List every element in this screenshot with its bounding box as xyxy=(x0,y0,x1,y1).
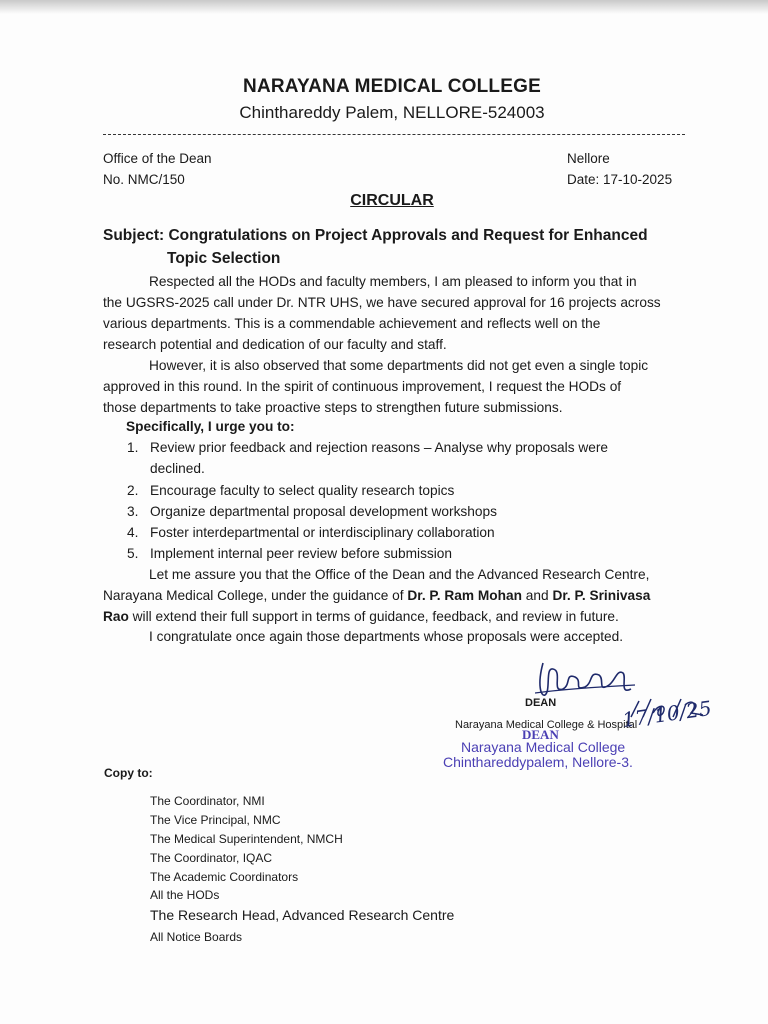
list-item: Organize departmental proposal development workshops xyxy=(150,504,497,519)
list-number: 4. xyxy=(127,525,139,540)
header-divider xyxy=(103,134,685,135)
copy-recipient: The Coordinator, NMI xyxy=(150,794,265,808)
scan-edge-shadow xyxy=(0,0,768,14)
list-item: Encourage faculty to select quality research topics xyxy=(150,483,455,498)
para3-line: Let me assure you that the Office of the Dean and the Advanced Research Centre, xyxy=(149,567,650,582)
list-number: 2. xyxy=(127,483,139,498)
subject-line-1: Subject: Congratulations on Project Approvals and Request for Enhanced xyxy=(103,227,648,244)
list-item: Foster interdepartmental or interdisciplinary collaboration xyxy=(150,525,495,540)
stamp-title: DEAN xyxy=(522,727,559,742)
handwritten-date: 17/10/25 xyxy=(620,695,714,733)
para4: I congratulate once again those departments whose proposals were accepted. xyxy=(149,629,624,644)
stamp-line-1: Narayana Medical College xyxy=(461,739,626,755)
college-address: Chinthareddy Palem, NELLORE-524003 xyxy=(239,103,545,122)
copy-recipient: The Vice Principal, NMC xyxy=(150,813,281,827)
signatory-institution: Narayana Medical College & Hospital xyxy=(455,719,638,731)
signatory-role: DEAN xyxy=(525,697,557,709)
copy-recipient: The Coordinator, IQAC xyxy=(150,851,273,865)
list-number: 1. xyxy=(127,440,139,455)
para1-line: the UGSRS-2025 call under Dr. NTR UHS, we have secured approval for 16 projects across xyxy=(103,295,661,310)
copy-recipient: The Research Head, Advanced Research Centre xyxy=(150,907,455,923)
para2-line: those departments to take proactive steps to strengthen future submissions. xyxy=(103,400,563,415)
place-label: Nellore xyxy=(567,151,610,166)
subject-line-2: Topic Selection xyxy=(167,250,281,267)
para3-line: Rao will extend their full support in terms of guidance, feedback, and review in future. xyxy=(103,609,619,624)
person-name: Dr. P. Ram Mohan xyxy=(407,588,522,603)
para1-line: various departments. This is a commendable achievement and reflects well on the xyxy=(103,316,601,331)
office-label: Office of the Dean xyxy=(103,151,212,166)
para3-line: Narayana Medical College, under the guidance of Dr. P. Ram Mohan and Dr. P. Srinivasa xyxy=(103,588,651,603)
reference-number: No. NMC/150 xyxy=(103,172,185,187)
list-number: 5. xyxy=(127,546,139,561)
copy-recipient: All Notice Boards xyxy=(150,930,243,944)
copy-recipient: The Academic Coordinators xyxy=(150,870,299,884)
list-item: Implement internal peer review before submission xyxy=(150,546,453,561)
para2-line: approved in this round. In the spirit of continuous improvement, I request the HODs of xyxy=(103,379,622,394)
urge-heading: Specifically, I urge you to: xyxy=(126,419,295,434)
para1-line: Respected all the HODs and faculty members, I am pleased to inform you that in xyxy=(149,274,637,289)
list-item: Review prior feedback and rejection reasons – Analyse why proposals were xyxy=(150,440,609,455)
list-item-continuation: declined. xyxy=(150,461,205,476)
college-name: NARAYANA MEDICAL COLLEGE xyxy=(243,76,541,97)
person-name: Dr. P. Srinivasa xyxy=(552,588,651,603)
copy-to-label: Copy to: xyxy=(104,766,153,780)
list-number: 3. xyxy=(127,504,139,519)
copy-recipient: All the HODs xyxy=(150,888,220,902)
copy-recipient: The Medical Superintendent, NMCH xyxy=(150,832,343,846)
para2-line: However, it is also observed that some departments did not get even a single topic xyxy=(149,358,649,373)
para1-line: research potential and dedication of our faculty and staff. xyxy=(103,337,447,352)
stamp-line-2: Chinthareddypalem, Nellore-3. xyxy=(443,754,633,770)
date-label: Date: 17-10-2025 xyxy=(567,172,673,187)
circular-title: CIRCULAR xyxy=(350,192,434,209)
